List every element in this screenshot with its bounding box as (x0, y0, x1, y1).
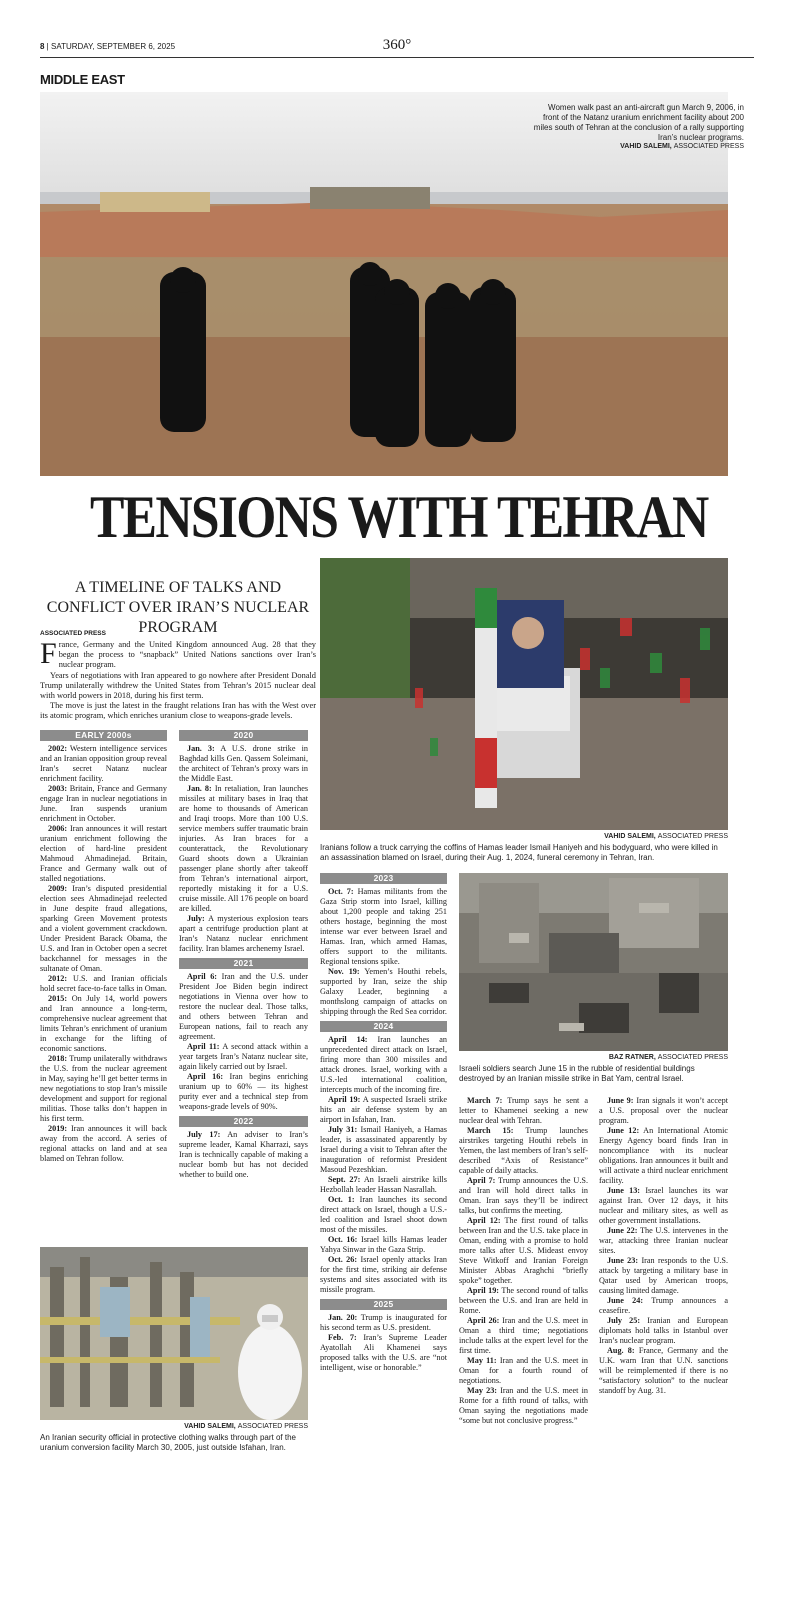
timeline-entry-text: Western intelligence services and an Iranian opposition group reveal Iran’s secret Natanz nuclear enrichment facility. (40, 744, 167, 783)
timeline-list-early (40, 744, 167, 1164)
timeline-entry (40, 884, 167, 974)
timeline-entry (320, 1035, 447, 1095)
timeline-entry-date: July 25: (607, 1316, 641, 1325)
timeline-entry (320, 967, 447, 1017)
timeline-entry-date: Nov. 19: (328, 967, 360, 976)
section-logo: 360° (382, 37, 412, 53)
timeline-entry (599, 1126, 728, 1186)
timeline-entry (40, 974, 167, 994)
timeline-entry-text: Trump launches airstrikes targeting Houthi rebels in Yemen, the last members of Iran’s self-described “Axis of Resistance” capable of daily attacks. (459, 1126, 588, 1175)
timeline-entry-text: An adviser to Iran’s supreme leader, Kamal Kharrazi, says Iran is technically capable of making a nuclear bomb but has not decided whether to build one. (179, 1130, 308, 1179)
timeline-entry (179, 744, 308, 784)
rubble-photo-graphic (459, 873, 728, 1051)
timeline-entry (320, 1195, 447, 1235)
timeline-entry (599, 1296, 728, 1316)
timeline-entry (320, 1125, 447, 1175)
timeline-entry (179, 914, 308, 954)
timeline-entry-text: A second attack within a year targets Iran’s Natanz nuclear site, again likely carried out by Israel. (179, 1042, 308, 1071)
timeline-entry-date: Jan. 3: (187, 744, 215, 753)
timeline-entry (459, 1096, 588, 1126)
timeline-band-2023: 2023 (320, 873, 447, 884)
subhead: A TIMELINE OF TALKS AND CONFLICT OVER IRAN’S NUCLEAR PROGRAM (46, 579, 310, 636)
page-folio: 8 | SATURDAY, SEPTEMBER 6, 2025 (40, 42, 176, 51)
timeline-entry (320, 1255, 447, 1295)
timeline-entry-text: Iranian and European diplomats hold talks in Istanbul over Iran’s nuclear program. (599, 1316, 728, 1345)
intro-paragraph-1: rance, Germany and the United Kingdom announced Aug. 28 that they began the process to “snapback” United Nations sanctions over Iran’s nuclear program. (58, 640, 316, 670)
rubble-photo (459, 873, 728, 1051)
rubble-photo-caption: Israeli soldiers search June 15 in the rubble of residential buildings destroyed by an Iranian missile strike in Bat Yam, central Israel. (459, 1064, 695, 1083)
timeline-entry-date: April 6: (187, 972, 218, 981)
timeline-entry-date: 2009: (48, 884, 68, 893)
timeline-entry-text: A mysterious explosion tears apart a centrifuge production plant at Iran’s Natanz nuclear enrichment facility. Iran blames archenemy Israel. (179, 914, 308, 953)
timeline-entry-text: Iran begins enriching uranium up to 60% — its highest purity ever and a technical step from weapons-grade levels of 90%. (179, 1072, 308, 1111)
timeline-entry-date: Oct. 16: (328, 1235, 358, 1244)
timeline-entry-text: Iran and the U.S. meet in Rome for a fifth round of talks, with Oman saying the negotiations made “some but not conclusive progress.” (459, 1386, 588, 1425)
timeline-entry-text: An International Atomic Energy Agency board finds Iran in noncompliance with its nuclear obligations. Iran announces it built and will activate a third nuclear enrichment facility. (599, 1126, 728, 1185)
timeline-entry (40, 824, 167, 884)
timeline-entry-date: 2006: (48, 824, 68, 833)
timeline-band-early: EARLY 2000s (40, 730, 167, 741)
timeline-entry (599, 1226, 728, 1256)
timeline-band-2025: 2025 (320, 1299, 447, 1310)
facility-photo-caption: An Iranian security official in protective clothing walks through part of the uranium conversion facility March 30, 2005, just outside Isfahan, Iran. (40, 1433, 296, 1452)
timeline-entry-date: Oct. 7: (328, 887, 354, 896)
timeline-entry-text: A U.S. drone strike in Baghdad kills Gen. Qassem Soleimani, the architect of Tehran’s proxy wars in the Middle East. (179, 744, 308, 783)
timeline-entry (459, 1176, 588, 1216)
timeline-entry-text: Iran responds to the U.S. attack by targeting a military base in Qatar used by American troops, causing limited damage. (599, 1256, 729, 1295)
timeline-entry (320, 1175, 447, 1195)
timeline-entry-date: Sept. 27: (328, 1175, 361, 1184)
timeline-entry-date: April 11: (187, 1042, 220, 1051)
timeline-entry-date: May 11: (467, 1356, 497, 1365)
timeline-entry-date: June 23: (607, 1256, 639, 1265)
timeline-entry (599, 1346, 728, 1396)
timeline-entry-date: March 15: (467, 1126, 514, 1135)
timeline-entry (459, 1126, 588, 1176)
timeline-band-2022: 2022 (179, 1116, 308, 1127)
timeline-entry-text: The U.S. intervenes in the war, attacking three Iranian nuclear sites. (599, 1226, 729, 1255)
timeline-entry-text: Yemen’s Houthi rebels, supported by Iran, seize the ship Galaxy Leader, beginning a monthslong campaign of attacks on shipping through the Red Sea corridor. (320, 967, 447, 1016)
timeline-entry (459, 1216, 588, 1286)
timeline-entry (40, 1124, 167, 1164)
dropcap: F (40, 637, 57, 670)
timeline-entry-text: Iran’s Supreme Leader Ayatollah Ali Khamenei says proposed talks with the U.S. are “not intelligent, wise or honorable.” (320, 1333, 448, 1372)
timeline-list-2023 (320, 887, 447, 1017)
timeline-entry (459, 1316, 588, 1356)
timeline-entry-text: Iran and the U.S. meet in Oman for a fourth round of negotiations. (459, 1356, 588, 1385)
timeline-list-2021 (179, 972, 308, 1112)
timeline-entry-text: On July 14, world powers and Iran announce a long-term, comprehensive nuclear agreement that limits Tehran’s enrichment of uranium in exchange for the lifting of economic sanctions. (40, 994, 168, 1053)
timeline-entry (40, 1054, 167, 1124)
timeline-band-2021: 2021 (179, 958, 308, 969)
timeline-col-1 (40, 730, 167, 1164)
timeline-entry (320, 1313, 447, 1333)
funeral-photo-credit: VAHID SALEMI, ASSOCIATED PRESS (604, 833, 728, 840)
timeline-entry (179, 1072, 308, 1112)
timeline-entry-date: July 17: (187, 1130, 221, 1139)
timeline-entry-date: June 9: (607, 1096, 634, 1105)
timeline-entry (40, 744, 167, 784)
timeline-list-2025 (320, 1313, 447, 1373)
timeline-entry-date: 2003: (48, 784, 68, 793)
timeline-entry (459, 1286, 588, 1316)
timeline-entry-date: Jan. 20: (328, 1313, 358, 1322)
timeline-entry-text: Iran launches its second direct attack on Israel, though a U.S.-led coalition and Israel shoot down most of the missiles. (320, 1195, 448, 1234)
top-photo-caption-text: Women walk past an anti-aircraft gun March 9, 2006, in front of the Natanz uranium enrichment facility about 200 miles south of Tehran at the conclusion of a rally supporting Iran’s nuclear programs. (533, 103, 744, 142)
timeline-entry-text: Iran launches an unprecedented direct attack on Israel, firing more than 300 missiles and attack drones. Israel, working with a U.S.-led international coalition, intercepts much of the incoming fire. (320, 1035, 447, 1094)
timeline-entry-date: 2012: (48, 974, 68, 983)
timeline-entry (179, 784, 308, 914)
timeline-entry-date: Feb. 7: (328, 1333, 357, 1342)
top-photo-credit: VAHID SALEMI, ASSOCIATED PRESS (620, 143, 744, 150)
timeline-entry-date: March 7: (467, 1096, 503, 1105)
timeline-entry (179, 972, 308, 1042)
timeline-entry (179, 1130, 308, 1180)
timeline-entry-date: 2019: (48, 1124, 68, 1133)
timeline-entry-text: Trump announces the U.S. and Iran will hold direct talks in Oman. Iran says they’ll be indirect talks, but confirms the meeting. (459, 1176, 588, 1215)
rubble-photo-credit: BAZ RATNER, ASSOCIATED PRESS (608, 1054, 728, 1061)
byline: ASSOCIATED PRESS (40, 630, 106, 637)
timeline-entry-date: June 22: (607, 1226, 638, 1235)
timeline-entry-text: The second round of talks between the U.S. and Iran are held in Rome. (459, 1286, 588, 1315)
timeline-col-3 (320, 873, 447, 1373)
facility-photo-graphic (40, 1247, 308, 1420)
timeline-entry-date: 2002: (48, 744, 68, 753)
timeline-entry (459, 1386, 588, 1426)
funeral-photo (320, 558, 728, 830)
timeline-entry-text: Britain, France and Germany engage Iran in nuclear negotiations in June. Iran suspends uranium enrichment in October. (40, 784, 167, 823)
timeline-entry (320, 1333, 447, 1373)
timeline-entry-date: May 23: (467, 1386, 498, 1395)
timeline-band-2020: 2020 (179, 730, 308, 741)
timeline-entry-date: Oct. 26: (328, 1255, 358, 1264)
timeline-entry-text: Iran signals it won’t accept a U.S. proposal over the nuclear program. (599, 1096, 729, 1125)
timeline-list-2024 (320, 1035, 447, 1295)
timeline-entry-date: April 26: (467, 1316, 500, 1325)
timeline-entry-date: April 7: (467, 1176, 496, 1185)
timeline-entry-date: April 19: (467, 1286, 500, 1295)
timeline-col-5 (599, 1096, 728, 1396)
timeline-entry (40, 784, 167, 824)
timeline-entry-date: April 19: (328, 1095, 361, 1104)
timeline-entry (320, 1095, 447, 1125)
timeline-entry-date: June 24: (607, 1296, 644, 1305)
timeline-entry-text: Iran and the U.S. meet in Oman a third time; negotiations include talks at the expert level for the first time. (459, 1316, 588, 1355)
timeline-entry-text: U.S. and Iranian officials hold secret face-to-face talks in Oman. (40, 974, 168, 993)
timeline-entry (599, 1256, 728, 1296)
timeline-entry-text: Iran announces it will back away from the accord. A series of regional attacks on land and at sea blamed on Tehran follow. (40, 1124, 168, 1163)
timeline-entry (599, 1186, 728, 1226)
timeline-entry (459, 1356, 588, 1386)
timeline-entry-date: April 16: (187, 1072, 224, 1081)
timeline-entry-date: 2018: (48, 1054, 68, 1063)
timeline-band-2024: 2024 (320, 1021, 447, 1032)
timeline-col-2 (179, 730, 308, 1180)
timeline-list-2025c (599, 1096, 728, 1396)
timeline-entry-date: April 14: (328, 1035, 368, 1044)
top-photo-caption (530, 103, 744, 150)
timeline-entry-date: Jan. 8: (187, 784, 212, 793)
timeline-entry-text: Israel openly attacks Iran for the first time, striking air defense systems and sites associated with its missile program. (320, 1255, 447, 1294)
timeline-entry-text: Iran and the U.S. under President Joe Biden begin indirect negotiations in Vienna over how to restore the nuclear deal. Those talks, and others between Tehran and European nations, fail to reach any agreement. (179, 972, 308, 1041)
timeline-entry (40, 994, 167, 1054)
timeline-entry-text: Israel launches its war against Iran. Over 12 days, it hits nuclear and military sites, as well as other government installations. (599, 1186, 728, 1225)
intro-paragraph-2: Years of negotiations with Iran appeared to go nowhere after President Donald Trump unilaterally withdrew the United States from Tehran’s 2015 nuclear deal with world powers in 2018, during his first term. (40, 670, 316, 701)
timeline-entry (320, 1235, 447, 1255)
timeline-entry-date: 2015: (48, 994, 68, 1003)
timeline-list-2022 (179, 1130, 308, 1180)
intro-text (40, 637, 316, 722)
timeline-entry-text: Hamas militants from the Gaza Strip storm into Israel, killing about 1,200 people and taking 251 others hostage, beginning the most intense war ever between Israel and Hamas. Iran, which armed Hamas, offers support to the militants. Regional tensions spike. (320, 887, 447, 966)
timeline-entry-date: June 12: (607, 1126, 640, 1135)
timeline-entry-text: Iran’s disputed presidential election sees Ahmadinejad reelected in June despite fraud allegations, sparking Green Movement protests and a violent government crackdown. Under President Barack Obama, the U.S. and Iran in October open a secret backchannel for messages in the sultanate of Oman. (40, 884, 167, 973)
timeline-entry-text: Trump announces a ceasefire. (599, 1296, 729, 1315)
headline: TENSIONS WITH TEHRAN (89, 484, 708, 550)
timeline-entry-date: Aug. 8: (607, 1346, 635, 1355)
timeline-entry-text: Trump unilaterally withdraws the U.S. from the nuclear agreement in May, saying he’ll get better terms in new negotiations to stop Iran’s missile development and support for regional militias. Those talks don’t happen in his first term. (40, 1054, 168, 1123)
timeline-entry-text: France, Germany and the U.K. warn Iran that U.N. sanctions will be reimplemented if there is no “satisfactory solution” to the nuclear standoff by Aug. 31. (599, 1346, 728, 1395)
timeline-entry (599, 1316, 728, 1346)
timeline-entry-date: June 13: (607, 1186, 641, 1195)
timeline-col-4 (459, 1096, 588, 1426)
timeline-entry-text: Trump is inaugurated for his second term as U.S. president. (320, 1313, 448, 1332)
timeline-entry-text: Iran announces it will restart uranium enrichment following the election of hard-line president Mahmoud Ahmadinejad. Britain, France and Germany walk out of stalled negotiations. (40, 824, 168, 883)
facility-photo (40, 1247, 308, 1420)
timeline-entry-text: Ismail Haniyeh, a Hamas leader, is assassinated apparently by Israel during a visit to Tehran after the inauguration of reformist President Masoud Pezeshkian. (320, 1125, 447, 1174)
timeline-entry-date: July: (187, 914, 205, 923)
timeline-entry-date: July 31: (328, 1125, 358, 1134)
timeline-entry-text: Israel kills Hamas leader Yahya Sinwar in the Gaza Strip. (320, 1235, 447, 1254)
timeline-list-2025b (459, 1096, 588, 1426)
timeline-entry (320, 887, 447, 967)
timeline-entry-text: The first round of talks between Iran and the U.S. take place in Oman, ending with a promise to hold more talks after U.S. Mideast envoy Steve Witkoff and Iranian Foreign Minister Abbas Araghchi “briefly spoke” together. (459, 1216, 588, 1285)
facility-photo-credit: VAHID SALEMI, ASSOCIATED PRESS (184, 1423, 308, 1430)
timeline-entry (179, 1042, 308, 1072)
timeline-entry-date: Oct. 1: (328, 1195, 355, 1204)
timeline-entry-text: In retaliation, Iran launches missiles at military bases in Iraq that are home to thousands of American and Iraqi troops. More than 100 U.S. service members suffer traumatic brain injuries. As Iran braces for a counterattack, the Revolutionary Guard shoots down a Ukrainian passenger plane shortly after takeoff from Tehran’s international airport, reportedly mistaking it for a U.S. cruise missile. All 176 people on board are killed. (179, 784, 309, 913)
timeline-entry-date: April 12: (467, 1216, 501, 1225)
timeline-entry-text: A suspected Israeli strike hits an air defense system by an airport in Isfahan, Iran. (320, 1095, 447, 1124)
timeline-entry-text: Trump says he sent a letter to Khamenei seeking a new nuclear deal with Tehran. (459, 1096, 588, 1125)
section-label: MIDDLE EAST (40, 72, 125, 87)
timeline-entry (599, 1096, 728, 1126)
timeline-list-2020 (179, 744, 308, 954)
funeral-photo-graphic (320, 558, 728, 830)
page-header (40, 38, 754, 58)
timeline-entry-text: An Israeli airstrike kills Hezbollah leader Hassan Nasrallah. (320, 1175, 447, 1194)
funeral-photo-caption: Iranians follow a truck carrying the coffins of Hamas leader Ismail Haniyeh and his bodyguard, who were killed in an assassination blamed on Israel, during their Aug. 1, 2024, funeral ceremony in Tehran, Iran. (320, 843, 718, 862)
intro-paragraph-3: The move is just the latest in the fraught relations Iran has with the West over its atomic program, which enriches uranium close to weapons-grade levels. (40, 701, 316, 721)
